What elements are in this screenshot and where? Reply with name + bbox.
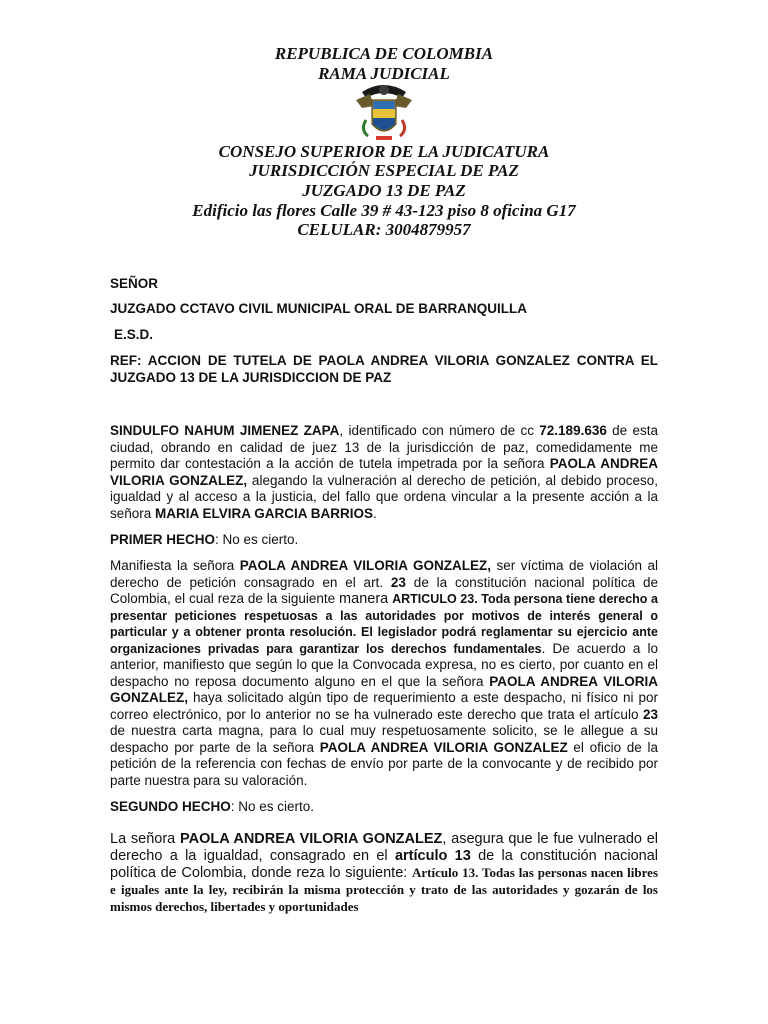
linked-party-name: MARIA ELVIRA GARCIA BARRIOS	[155, 505, 374, 521]
header-branch: RAMA JUDICIAL	[318, 64, 450, 83]
judge-name: SINDULFO NAHUM JIMENEZ ZAPA	[110, 423, 340, 438]
header-address: Edificio las flores Calle 39 # 43-123 piso 8 oficina G17	[192, 201, 576, 220]
article-23-quote: ARTICULO 23. Toda persona tiene derecho a presentar peticiones respetuosas a las autoridades por motivos de interés general o particular y a obtener pronta resolución. El legislador podrá reglamentar su ejercicio ante organizaciones privadas para garantizar los derechos fundamentales	[110, 592, 658, 656]
second-fact-paragraph: La señora PAOLA ANDREA VILORIA GONZALEZ, asegura que le fue vulnerado el derecho a la igualdad, consagrado en el artículo 13 de la constitución nacional política de Colombia, donde reza lo siguiente: Artículo 13. Todas las personas nacen libres e iguales ante la ley, recibirán la misma protección y trato de las autoridades y gozarán de los mismos derechos, libertades y oportunidades	[110, 831, 659, 914]
header-country: REPUBLICA DE COLOMBIA	[274, 44, 494, 63]
header-council: CONSEJO SUPERIOR DE LA JUDICATURA	[218, 142, 550, 161]
plaintiff-name: PAOLA ANDREA VILORIA GONZALEZ,	[110, 456, 658, 488]
intro-paragraph: SINDULFO NAHUM JIMENEZ ZAPA, identificado con número de cc 72.189.636 de esta ciudad, obrando en calidad de juez 13 de la jurisdicción de paz, comedidamente me permito dar contestación a la acción de tutela impetrada por la señora PAOLA ANDREA VILORIA GONZALEZ, alegando la vulneración al derecho de petición, al debido proceso, igualdad y al acceso a la justicia, del fallo que ordena vincular a la presente acción a la señora MARIA ELVIRA GARCIA BARRIOS.	[110, 423, 659, 521]
second-fact-heading: SEGUNDO HECHO: No es cierto.	[110, 799, 315, 814]
header-phone: CELULAR: 3004879957	[297, 220, 471, 239]
id-number: 72.189.636	[539, 423, 607, 438]
article-13-quote: Artículo 13. Todas las personas nacen libres e iguales ante la ley, recibirán la misma protección y trato de las autoridades y gozarán de los mismos derechos, libertades y oportunidades	[110, 865, 659, 914]
first-fact-paragraph: Manifiesta la señora PAOLA ANDREA VILORIA GONZALEZ, ser víctima de violación al derecho de petición consagrado en el art. 23 de la constitución nacional política de Colombia, el cual reza de la siguiente manera ARTICULO 23. Toda persona tiene derecho a presentar peticiones respetuosas a las autoridades por motivos de interés general o particular y a obtener pronta resolución. El legislador podrá reglamentar su ejercicio ante organizaciones privadas para garantizar los derechos fundamentales. De acuerdo a lo anterior, manifiesto que según lo que la Convocada expresa, no es cierto, por cuanto en el despacho no reposa documento alguno en el que la señora PAOLA ANDREA VILORIA GONZALEZ, haya solicitado algún tipo de requerimiento a este despacho, ni físico ni por correo electrónico, por lo anterior no se ha vulnerado este derecho que trata el artículo 23 de nuestra carta magna, para lo cual muy respetuosamente solicito, se le allegue a su despacho por parte de la señora PAOLA ANDREA VILORIA GONZALEZ el oficio de la petición de la referencia con fechas de envío por parte de la convocante y de recibido por parte nuestra para su valoración.	[110, 558, 659, 788]
salutation: SEÑOR	[110, 276, 159, 291]
coat-of-arms-icon	[352, 80, 416, 144]
first-fact-heading: PRIMER HECHO: No es cierto.	[110, 532, 299, 547]
header-court: JUZGADO 13 DE PAZ	[302, 181, 466, 200]
header-jurisdiction: JURISDICCIÓN ESPECIAL DE PAZ	[249, 161, 519, 180]
esd-line: E.S.D.	[114, 327, 154, 342]
addressee-court: JUZGADO CCTAVO CIVIL MUNICIPAL ORAL DE BARRANQUILLA	[110, 301, 528, 316]
reference-line: REF: ACCION DE TUTELA DE PAOLA ANDREA VILORIA GONZALEZ CONTRA EL JUZGADO 13 DE LA JURISDICCION DE PAZ	[110, 353, 658, 385]
